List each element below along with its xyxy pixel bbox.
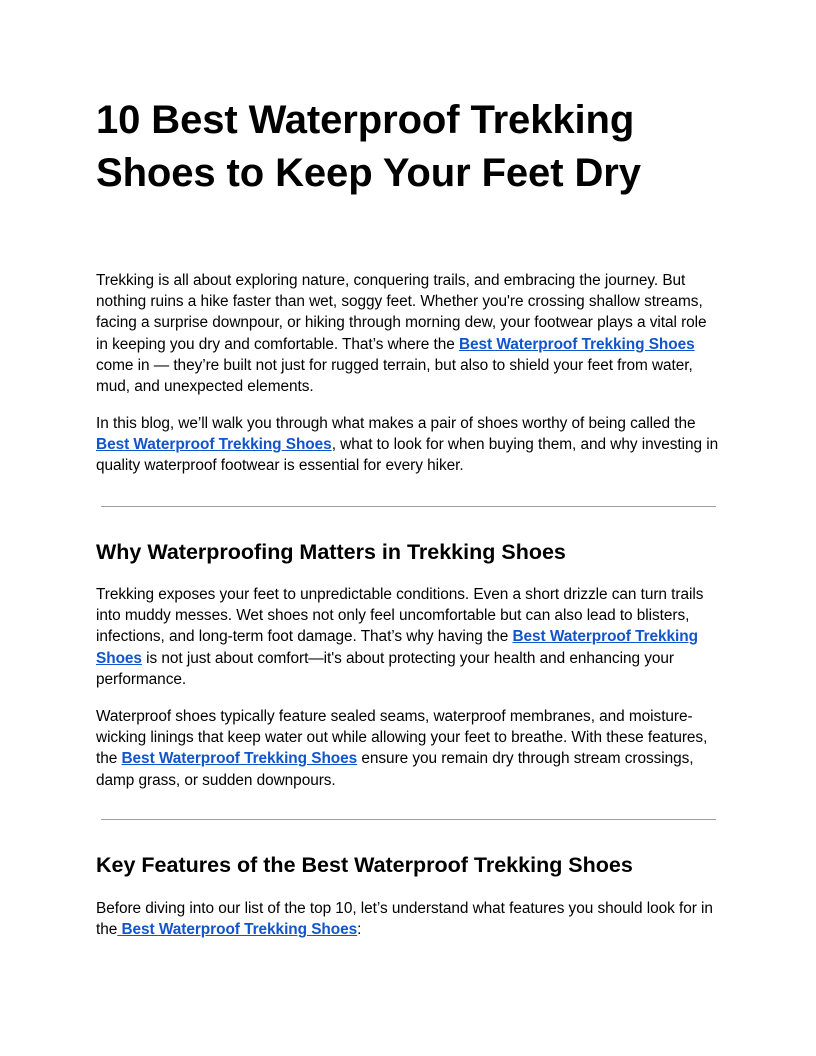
intro-p2-text-after: , what to look for when buying them, and why investing in quality waterproof footwear is essential for every hiker. [96,436,719,475]
intro-p1-text-before: Trekking is all about exploring nature, conquering trails, and embracing the journey. But nothing ruins a hike faster than wet, soggy feet. Whether you're crossing shallow streams, facing a surprise downpour, or hiking through morning dew, your footwear plays a vital role in keeping you dry and comfortable. That’s where the [96,272,707,353]
intro-p2-text-before: In this blog, we’ll walk you through what makes a pair of shoes worthy of being called the [96,415,696,432]
intro-paragraph-1 [96,270,722,397]
section1-p1-text-before: Trekking exposes your feet to unpredictable conditions. Even a short drizzle can turn trails into muddy messes. Wet shoes not only feel uncomfortable but can also lead to blisters, infections, and long-term foot damage. That’s why having the [96,586,704,646]
section1-p2-text-before: Waterproof shoes typically feature sealed seams, waterproof membranes, and moisture-wicking linings that keep water out while allowing your feet to breathe. With these features, the [96,708,708,768]
section2-p1-text-before: Before diving into our list of the top 10, let’s understand what features you should look for in the [96,900,713,939]
best-waterproof-trekking-shoes-link[interactable]: Best Waterproof Trekking Shoes [117,921,358,939]
best-waterproof-trekking-shoes-link[interactable]: Best Waterproof Trekking Shoes [121,750,358,768]
section1-p1-text-after: is not just about comfort—it's about protecting your health and enhancing your performance. [96,649,674,688]
section2-paragraph-1 [96,898,722,940]
section1-paragraph-2 [96,706,722,791]
section-heading-why-waterproofing: Why Waterproofing Matters in Trekking Shoes [96,540,566,564]
intro-p1-text-after: come in — they’re built not just for rugged terrain, but also to shield your feet from water, mud, and unexpected elements. [96,356,693,396]
section-divider [101,506,716,507]
best-waterproof-trekking-shoes-link[interactable]: Best Waterproof Trekking Shoes [96,436,332,454]
section2-p1-text-after: : [357,921,362,939]
page-title: 10 Best Waterproof Trekking Shoes to Keep Your Feet Dry [96,98,641,195]
section-divider [101,819,716,820]
best-waterproof-trekking-shoes-link[interactable]: Best Waterproof Trekking Shoes [96,628,698,667]
section-heading-key-features: Key Features of the Best Waterproof Trekking Shoes [96,853,633,877]
best-waterproof-trekking-shoes-link[interactable]: Best Waterproof Trekking Shoes [458,335,695,353]
intro-paragraph-2 [96,413,722,477]
section1-paragraph-1 [96,584,722,690]
section1-p2-text-after: ensure you remain dry through stream crossings, damp grass, or sudden downpours. [96,750,694,789]
